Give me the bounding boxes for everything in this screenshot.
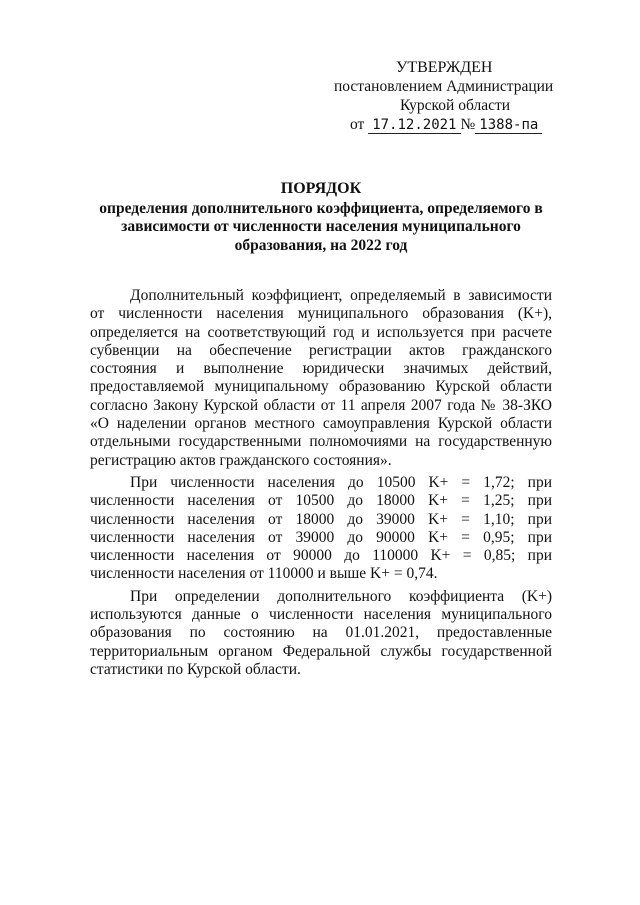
approval-date-prefix: от xyxy=(350,116,365,133)
approval-authority: постановлением Администрации xyxy=(334,78,554,95)
document-heading xyxy=(90,180,552,255)
document-title: ПОРЯДОК xyxy=(280,180,362,197)
body-paragraph: Дополнительный коэффициент, определяемый в зависимости от численности населения муниципального образования (K+), определяется на соответствующий год и используется при расчете субвенции на обеспечение регистрации актов гражданского состояния и выполнение юридически значимых действий, предоставляемой муниципальному образованию Курской области согласно Закону Курской области от 11 апреля 2007 года № 38-ЗКО «О наделении органов местного самоуправления Курской области отдельными государственными полномочиями на государственную регистрацию актов гражданского состояния». xyxy=(90,287,552,469)
approval-number-prefix: № xyxy=(460,116,476,133)
body-paragraph: При определении дополнительного коэффициента (K+) используются данные о численности населения муниципального образования по состоянию на 01.01.2021, предоставленные территориальным органом Федеральной службы государственной статистики по Курской области. xyxy=(90,587,552,678)
body-paragraph: При численности населения до 10500 K+ = 1,72; при численности населения от 10500 до 18000 K+ = 1,25; при численности населения от 18000 до 39000 K+ = 1,10; при численности населения от 39000 до 90000 K+ = 0,95; при численности населения от 90000 до 110000 K+ = 0,85; при численности населения от 110000 и выше K+ = 0,74. xyxy=(90,473,552,583)
approval-title: УТВЕРЖДЕН xyxy=(396,59,493,76)
approval-date-value: 17.12.2021 xyxy=(368,117,460,134)
approval-number-value: 1388-па xyxy=(475,117,542,134)
approval-region: Курской области xyxy=(400,97,511,114)
approval-date-line xyxy=(330,115,560,135)
document-subtitle: определения дополнительного коэффициента, определяемого в зависимости от численности населения муниципального образования, на 2022 год xyxy=(99,199,543,254)
document-body xyxy=(90,287,552,683)
approval-stamp-block xyxy=(330,58,560,135)
